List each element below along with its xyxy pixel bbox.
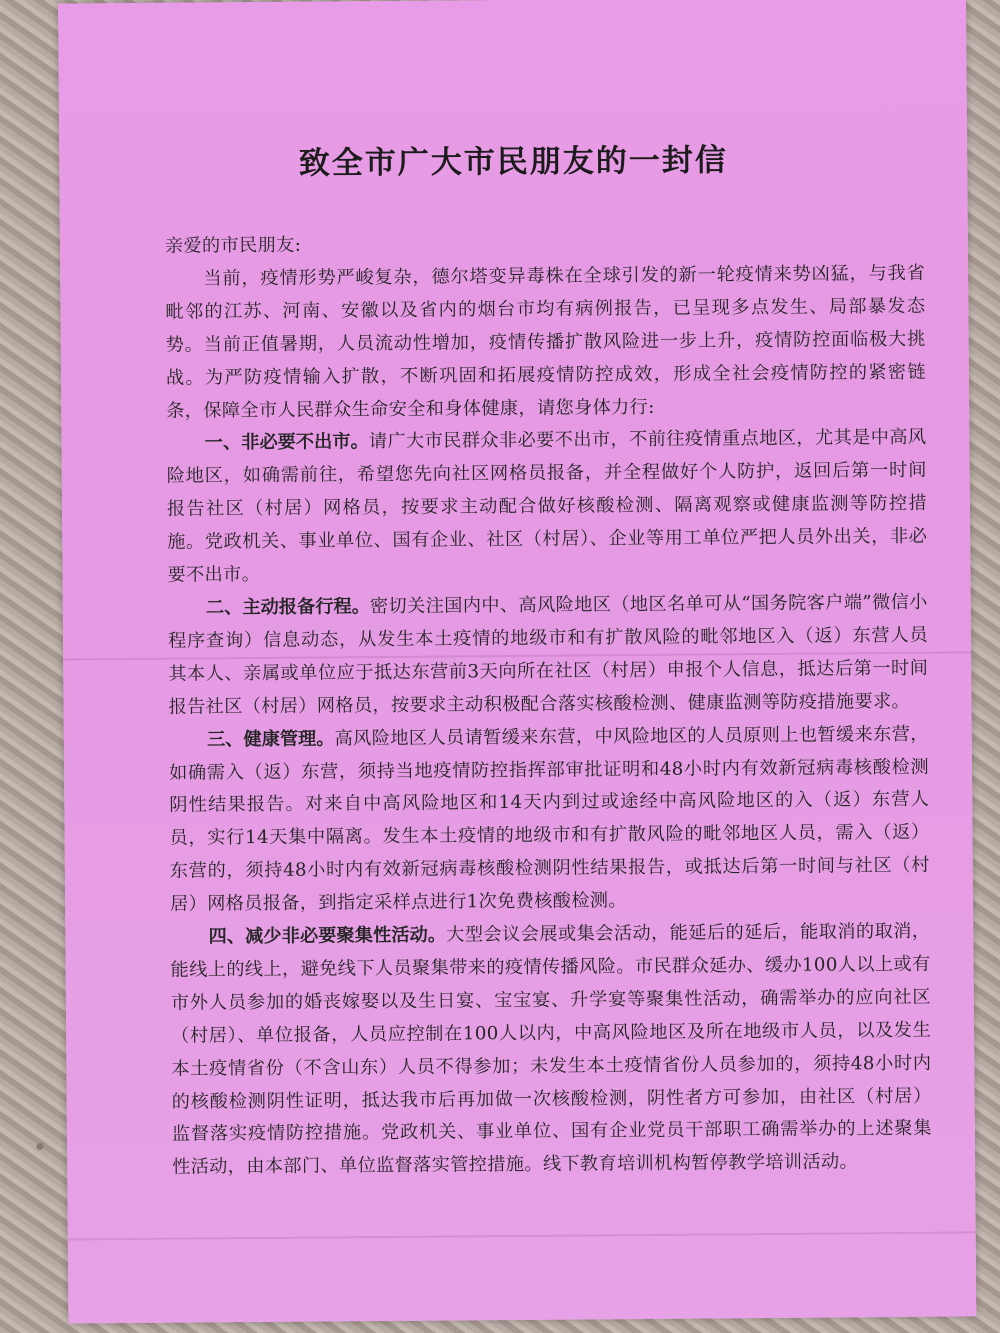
section-heading-1: 一、非必要不出市。 (204, 431, 369, 454)
section-heading-3: 三、健康管理。 (206, 728, 335, 751)
letter-body (165, 225, 932, 1185)
section-paragraph-1 (166, 422, 927, 592)
salutation: 亲爱的市民朋友: (164, 234, 302, 257)
section-paragraph-2 (168, 587, 929, 725)
intro-paragraph: 当前，疫情形势严峻复杂，德尔塔变异毒株在全球引发的新一轮疫情来势凶猛，与我省毗邻的江苏、河南、安徽以及省内的烟台市均有病例报告，已呈现多点发生、局部暴发态势。当前正值暑期，人员流动性增加，疫情传播扩散风险进一步上升，疫情防控面临极大挑战。为严防疫情输入扩散，不断巩固和拓展疫情防控成效，形成全社会疫情防控的紧密链条，保障全市人民群众生命安全和身体健康，请您身体力行: (165, 262, 927, 422)
section-paragraph-4 (170, 916, 932, 1185)
section-body-3: 高风险地区人员请暂缓来东营，中风险地区的人员原则上也暂缓来东营，如确需入（返）东营，须持当地疫情防控指挥部审批证明和48小时内有效新冠病毒核酸检测阴性结果报告。对来自中高风险地区和14天内到过或途经中高风险地区的入（返）东营人员，实行14天集中隔离。发生本土疫情的地级市和有扩散风险的毗邻地区人员，需入（返）东营的，须持48小时内有效新冠病毒核酸检测阴性结果报告，或抵达后第一时间与社区（村居）网格员报备，到指定采样点进行1次免费核酸检测。 (168, 723, 930, 915)
section-body-4: 大型会议会展或集会活动，能延后的延后，能取消的取消，能线上的线上，避免线下人员聚集带来的疫情传播风险。市民群众延办、缓办100人以上或有市外人员参加的婚丧嫁娶以及生日宴、宝宝宴、升学宴等聚集性活动，确需举办的应向社区（村居）、单位报备，人员应控制在100人以内，中高风险地区及所在地级市人员，以及发生本土疫情省份（不含山东）人员不得参加；未发生本土疫情省份人员参加的，须持48小时内的核酸检测阴性证明，抵达我市后再加做一次核酸检测，阴性者方可参加，由社区（村居）监督落实疫情防控措施。党政机关、事业单位、国有企业党员干部职工确需举办的上述聚集性活动，由本部门、单位监督落实管控措施。线下教育培训机构暂停教学培训活动。 (170, 920, 932, 1179)
section-body-2: 密切关注国内中、高风险地区（地区名单可从“国务院客户端”微信小程序查询）信息动态，从发生本土疫情的地级市和有扩散风险的毗邻地区入（返）东营人员其本人、亲属或单位应于抵达东营前3天向所在社区（村居）申报个人信息，抵达后第一时间报告社区（村居）网格员，按要求主动积极配合落实核酸检测、健康监测等防疫措施要求。 (167, 591, 929, 718)
section-paragraph-3 (169, 718, 931, 921)
section-heading-2: 二、主动报备行程。 (205, 596, 371, 619)
paper-fold-line (68, 1231, 976, 1240)
pink-notice-paper (58, 0, 976, 1324)
section-heading-4: 四、减少非必要聚集性活动。 (208, 924, 447, 948)
letter-title: 致全市广大市民朋友的一封信 (298, 142, 728, 182)
section-body-1: 请广大市民群众非必要不出市，不前往疫情重点地区，尤其是中高风险地区，如确需前往，希望您先向社区网格员报备，并全程做好个人防护，返回后第一时间报告社区（村居）网格员，按要求主动配合做好核酸检测、隔离观察或健康监测等防控措施。党政机关、事业单位、国有企业、社区（村居）、企业等用工单位严把人员外出关，非必要不出市。 (166, 427, 928, 586)
